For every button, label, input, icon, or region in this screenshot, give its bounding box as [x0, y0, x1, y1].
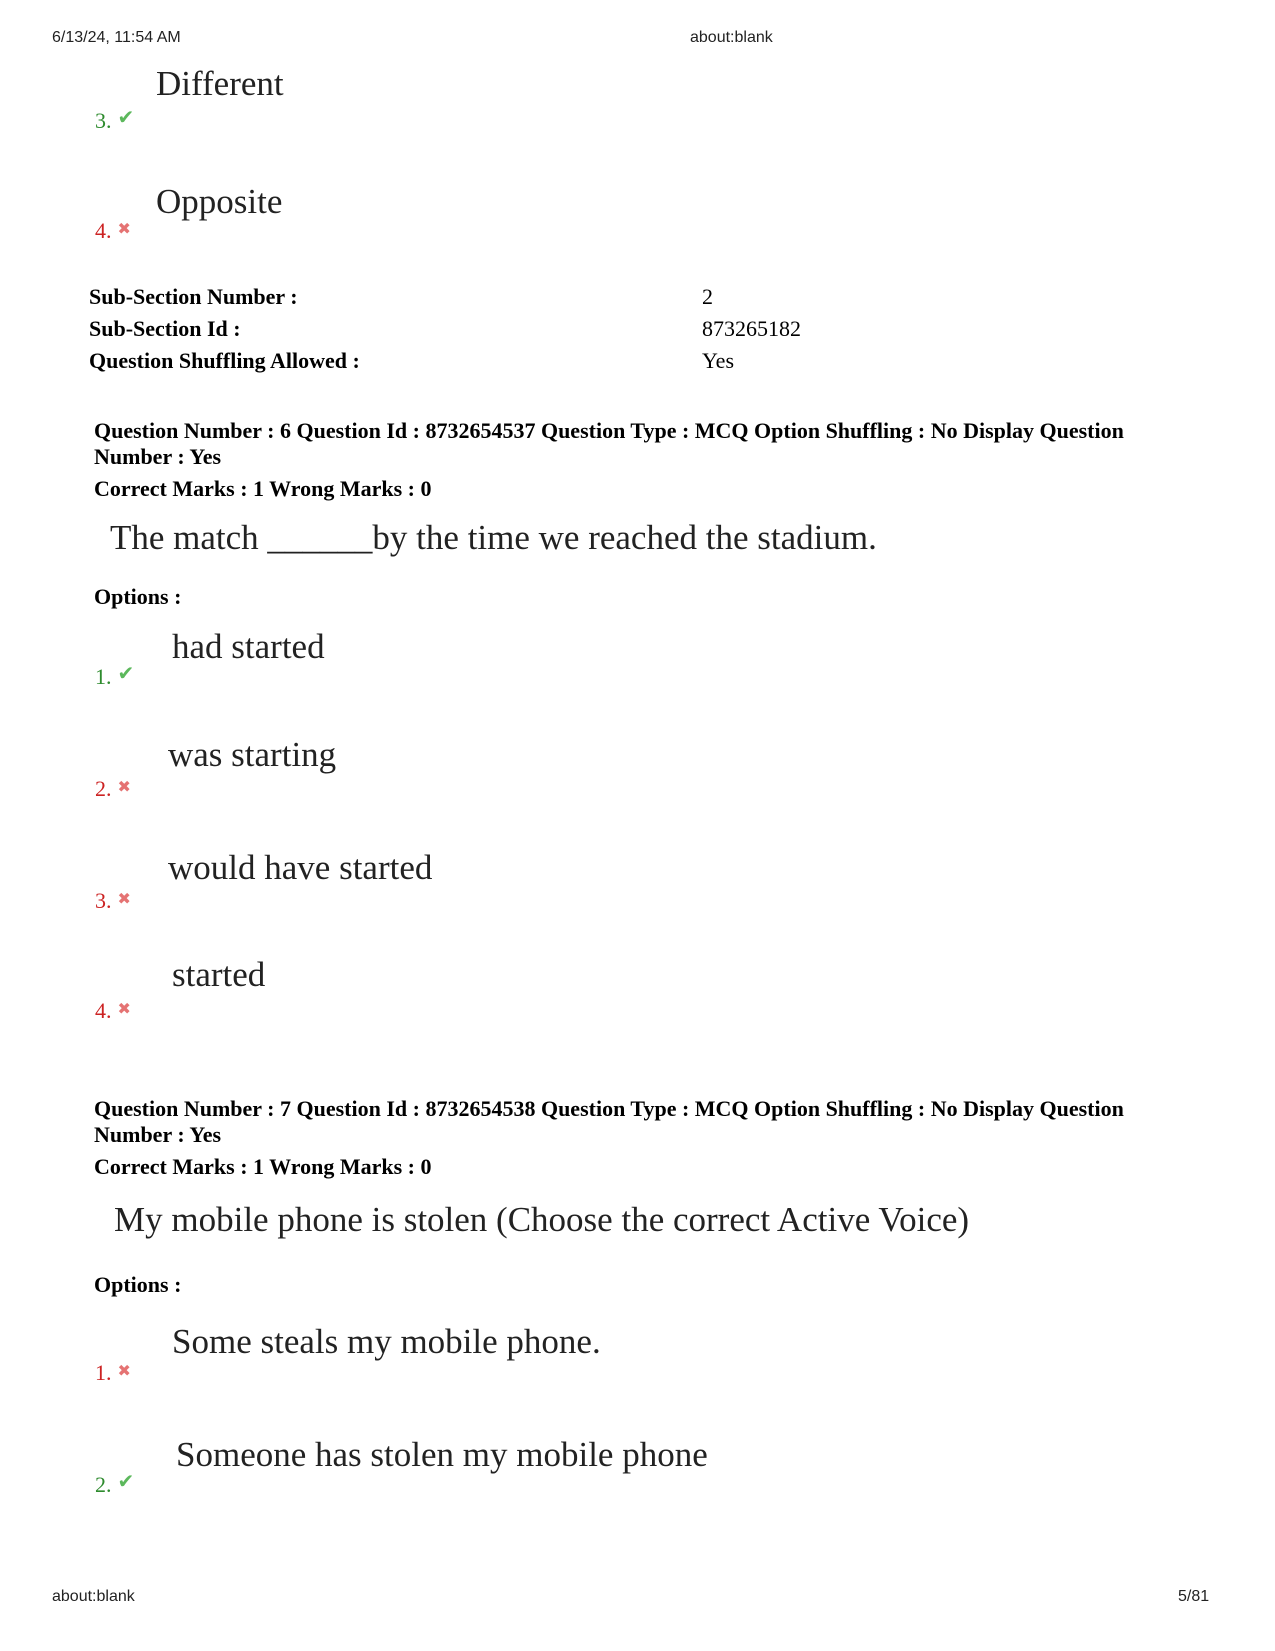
q7-marks: Correct Marks : 1 Wrong Marks : 0: [94, 1154, 432, 1179]
prev-option-3-number: 3. ✔: [95, 107, 135, 133]
q7-option-1-number: 1. ✖: [95, 1360, 131, 1385]
print-url: about:blank: [690, 29, 773, 46]
q6-option-2-text: was starting: [168, 735, 337, 774]
prev-option-4-text: Opposite: [156, 182, 283, 221]
q6-option-1-text: had started: [172, 627, 325, 666]
prev-option-4-number: 4. ✖: [95, 218, 131, 243]
subsection-number-value: 2: [702, 284, 713, 309]
q6-options-label: Options :: [94, 584, 182, 609]
check-icon: ✔: [117, 663, 135, 685]
q6-option-4-number: 4. ✖: [95, 998, 131, 1023]
cross-icon: ✖: [117, 1001, 131, 1018]
question-shuffling-label: Question Shuffling Allowed :: [89, 348, 360, 373]
question-shuffling-value: Yes: [702, 348, 735, 373]
print-datetime: 6/13/24, 11:54 AM: [52, 29, 181, 46]
q7-option-2-number: 2. ✔: [95, 1471, 135, 1497]
check-icon: ✔: [117, 1471, 135, 1493]
q6-question-text: The match ______by the time we reached the stadium.: [110, 518, 877, 557]
subsection-number-label: Sub-Section Number :: [89, 284, 298, 309]
page-number: 5/81: [1178, 1588, 1210, 1605]
q7-option-1-text: Some steals my mobile phone.: [172, 1322, 601, 1361]
q6-option-1-number: 1. ✔: [95, 663, 135, 689]
q6-option-3-number: 3. ✖: [95, 888, 131, 913]
q7-header: Question Number : 7 Question Id : 8732654538 Question Type : MCQ Option Shuffling : No Display Question Number : Yes: [94, 1096, 1124, 1147]
q6-marks: Correct Marks : 1 Wrong Marks : 0: [94, 476, 432, 501]
q7-option-2-text: Someone has stolen my mobile phone: [176, 1435, 708, 1474]
q7-options-label: Options :: [94, 1272, 182, 1297]
q6-header: Question Number : 6 Question Id : 8732654537 Question Type : MCQ Option Shuffling : No Display Question Number : Yes: [94, 418, 1124, 469]
subsection-id-label: Sub-Section Id :: [89, 316, 241, 341]
footer-url: about:blank: [52, 1588, 135, 1605]
q6-option-3-text: would have started: [168, 848, 433, 887]
cross-icon: ✖: [117, 1363, 131, 1380]
prev-option-3-text: Different: [156, 64, 284, 103]
q7-question-text: My mobile phone is stolen (Choose the correct Active Voice): [114, 1200, 970, 1239]
cross-icon: ✖: [117, 891, 131, 908]
check-icon: ✔: [117, 107, 135, 129]
q6-option-2-number: 2. ✖: [95, 776, 131, 801]
cross-icon: ✖: [117, 779, 131, 796]
cross-icon: ✖: [117, 221, 131, 238]
q6-option-4-text: started: [172, 955, 266, 994]
subsection-id-value: 873265182: [702, 316, 801, 341]
